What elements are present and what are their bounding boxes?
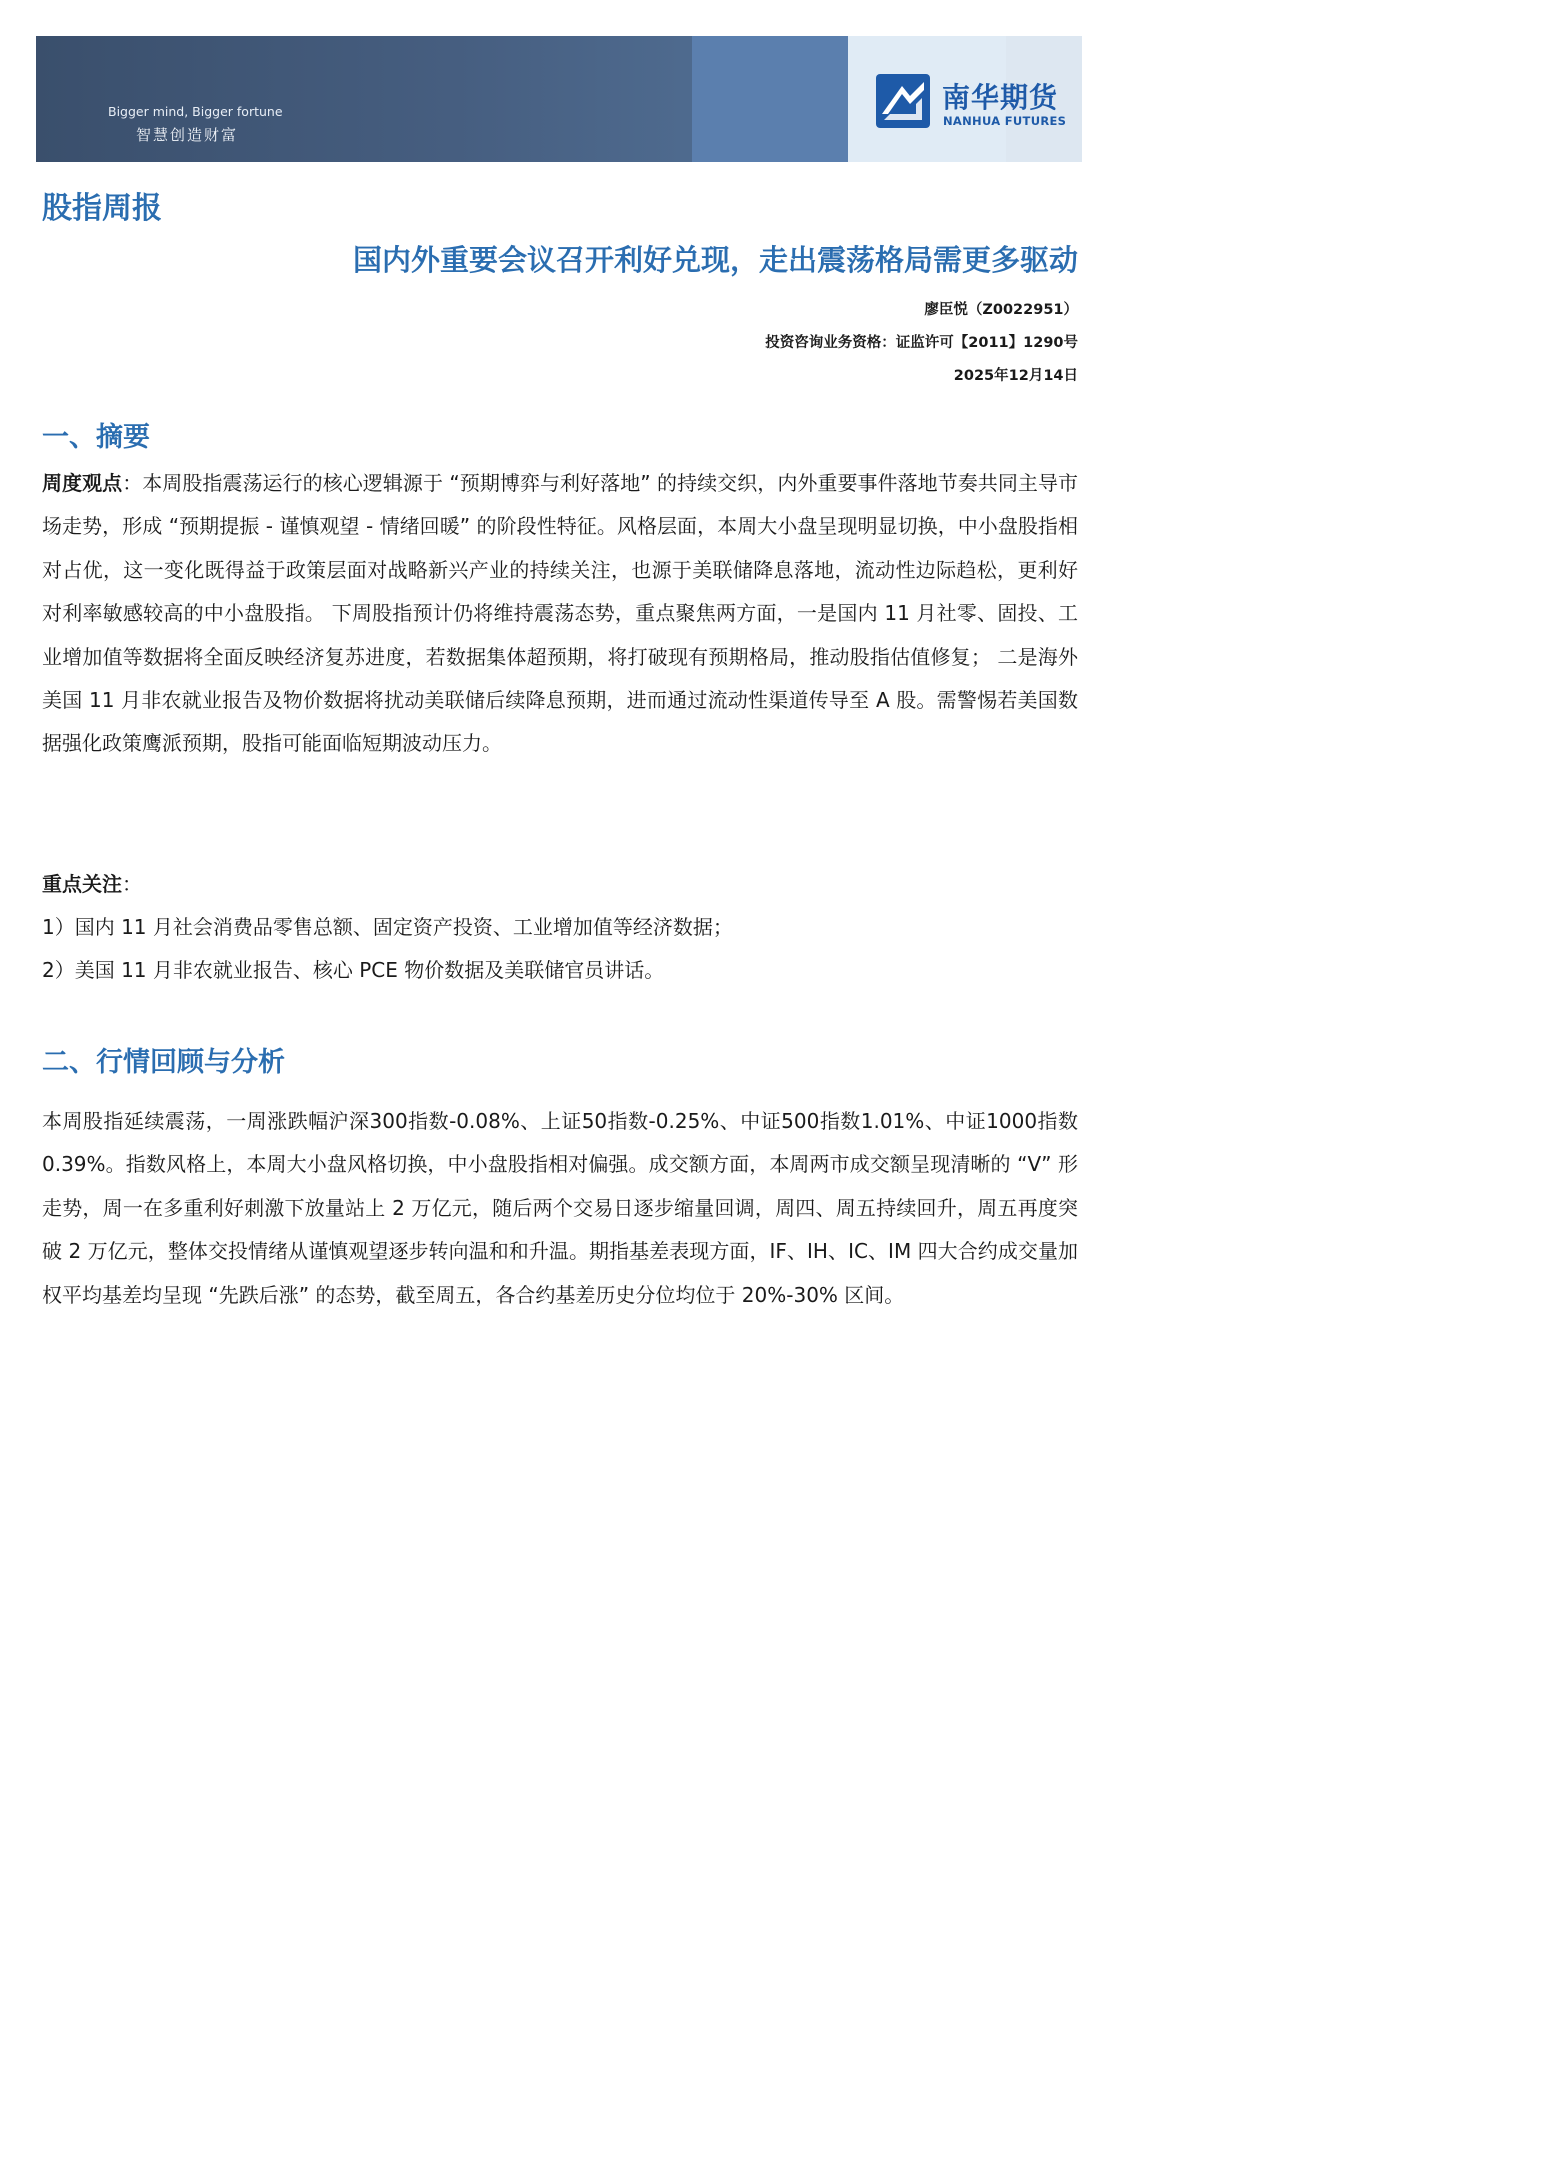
section-title-summary: 一、摘要 [42, 422, 150, 453]
logo-wordmark-en: NANHUA FUTURES [943, 114, 1067, 128]
logo-wordmark-cn: 南华期货 [942, 81, 1059, 114]
qualification-line: 投资咨询业务资格：证监许可【2011】1290号 [765, 335, 1078, 351]
report-date: 2025年12月14日 [953, 368, 1078, 384]
weekly-view-paragraph [42, 462, 1078, 766]
weekly-view-label: 周度观点 [42, 471, 123, 495]
report-headline: 国内外重要会议召开利好兑现，走出震荡格局需更多驱动 [352, 243, 1078, 277]
section-title-market-review: 二、行情回顾与分析 [42, 1047, 285, 1078]
focus-item: 2）美国 11 月非农就业报告、核心 PCE 物价数据及美联储官员讲话。 [42, 958, 665, 982]
header-banner [36, 36, 1082, 162]
market-review-paragraph: 本周股指延续震荡，一周涨跌幅沪深300指数-0.08%、上证50指数-0.25%、中证500指数1.01%、中证1000指数0.39%。指数风格上，本周大小盘风格切换，中小盘股指相对偏强。成交额方面，本周两市成交额呈现清晰的 “V” 形走势，周一在多重利好刺激下放量站上 2 万亿元，随后两个交易日逐步缩量回调，周四、周五持续回升，周五再度突破 2 万亿元，整体交投情绪从谨慎观望逐步转向温和和升温。期指基差表现方面，IF、IH、IC、IM 四大合约成交量加权平均基差均呈现 “先跌后涨” 的态势，截至周五，各合约基差历史分位均位于 20%-30% 区间。 [42, 1109, 1078, 1307]
author-line: 廖臣悦（Z0022951） [924, 302, 1078, 318]
document-type: 股指周报 [42, 191, 162, 226]
weekly-view-text: ：本周股指震荡运行的核心逻辑源于 “预期博弈与利好落地” 的持续交织，内外重要事件落地节奏共同主导市场走势，形成 “预期提振 - 谨慎观望 - 情绪回暖” 的阶段性特征。风格层面，本周大小盘呈现明显切换，中小盘股指相对占优，这一变化既得益于政策层面对战略新兴产业的持续关注，也源于美联储降息落地，流动性边际趋松，更利好对利率敏感较高的中小盘股指。 下周股指预计仍将维持震荡态势，重点聚焦两方面，一是国内 11 月社零、固投、工业增加值等数据将全面反映经济复苏进度，若数据集体超预期，将打破现有预期格局，推动股指估值修复； 二是海外美国 11 月非农就业报告及物价数据将扰动美联储后续降息预期，进而通过流动性渠道传导至 A 股。需警惕若美国数据强化政策鹰派预期，股指可能面临短期波动压力。 [42, 471, 1079, 756]
banner-stripe [692, 36, 848, 162]
tagline-english: Bigger mind, Bigger fortune [108, 104, 283, 119]
nanhua-logo-icon [876, 74, 930, 128]
focus-label: 重点关注 [42, 872, 122, 896]
focus-heading [42, 868, 142, 897]
focus-colon: ： [122, 872, 142, 896]
tagline-chinese: 智慧创造财富 [136, 126, 239, 144]
focus-item: 1）国内 11 月社会消费品零售总额、固定资产投资、工业增加值等经济数据； [42, 915, 733, 939]
